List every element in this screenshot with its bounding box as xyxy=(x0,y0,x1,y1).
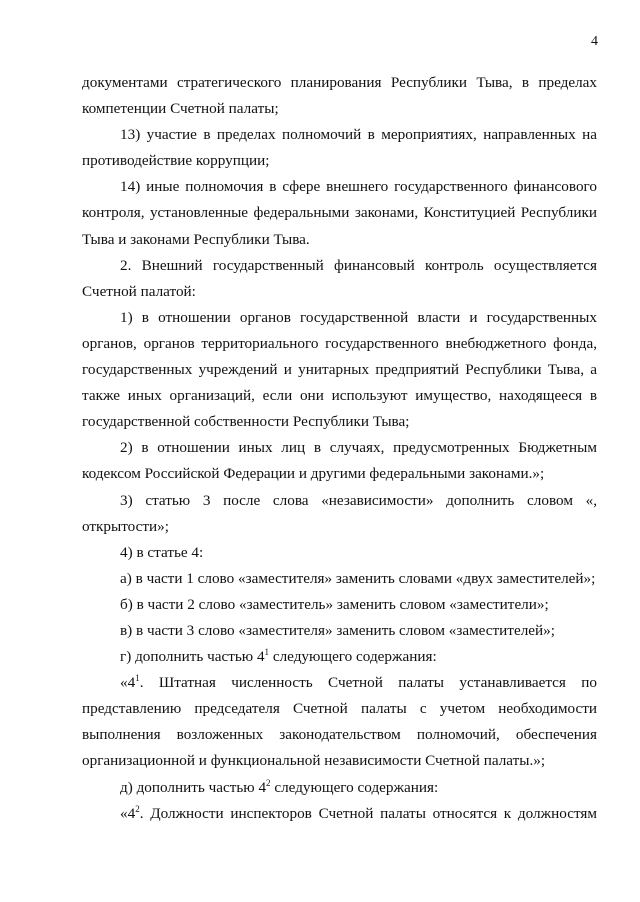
subitem-g-text-end: следующего содержания: xyxy=(269,648,437,666)
paragraph-continuation: документами стратегического планирования Республики Тыва, в пределах компетенции Счетной палаты; xyxy=(82,74,597,118)
subitem-d-text-end: следующего содержания: xyxy=(270,778,439,796)
clause-2: 2. Внешний государственный финансовый контроль осуществляется Счетной палатой: xyxy=(82,256,597,300)
subitem-d-superscript: 2 xyxy=(266,777,271,788)
list-item-13: 13) участие в пределах полномочий в мероприятиях, направленных на противодействие коррупции; xyxy=(82,126,597,170)
part-4-2-superscript: 2 xyxy=(135,803,140,814)
subitem-g-superscript: 1 xyxy=(264,647,270,657)
amendment-item-4: 4) в статье 4: xyxy=(120,543,204,561)
subitem-b: б) в части 2 слово «заместитель» заменить словом «заместители»; xyxy=(120,595,549,613)
subitem-d xyxy=(82,775,597,801)
part-4-1-number: «4 xyxy=(120,674,136,692)
amendment-item-3: 3) статью 3 после слова «независимости» дополнить словом «, открытости»; xyxy=(82,491,597,535)
part-4-1-superscript: 1 xyxy=(135,673,140,684)
clause-2-item-2: 2) в отношении иных лиц в случаях, предусмотренных Бюджетным кодексом Российской Федерации и другими федеральными законами.»; xyxy=(82,439,597,483)
list-item-14: 14) иные полномочия в сфере внешнего государственного финансового контроля, установленные федеральными законами, Конституцией Республики Тыва и законами Республики Тыва. xyxy=(82,178,597,248)
page-number: 4 xyxy=(591,34,598,49)
part-4-1-body: . Штатная численность Счетной палаты устанавливается по представлению председателя Счетной палаты с учетом необходимости выполнения возложенных законодательством полномочий, обеспечения организационной и функциональной независимости Счетной палаты.»; xyxy=(82,674,597,770)
subitem-a: а) в части 1 слово «заместителя» заменить словами «двух заместителей»; xyxy=(120,569,596,587)
part-4-2-number: «4 xyxy=(120,804,136,822)
subitem-d-text: д) дополнить частью 4 xyxy=(120,778,267,796)
subitem-g xyxy=(82,644,597,670)
subitem-v: в) в части 3 слово «заместителя» заменить словом «заместителей»; xyxy=(120,621,555,639)
part-4-2-body: . Должности инспекторов Счетной палаты относятся к должностям xyxy=(139,804,597,822)
clause-2-item-1: 1) в отношении органов государственной власти и государственных органов, органов территориального государственного внебюджетного фонда, государственных учреждений и унитарных предприятий Республики Тыва, а также иных организаций, если они используют имущество, находящееся в государственной собственности Республики Тыва; xyxy=(82,308,597,431)
part-4-1-text xyxy=(82,670,597,774)
part-4-2-text xyxy=(82,801,597,827)
document-body xyxy=(82,70,597,827)
subitem-g-text: г) дополнить частью 4 xyxy=(120,648,265,666)
